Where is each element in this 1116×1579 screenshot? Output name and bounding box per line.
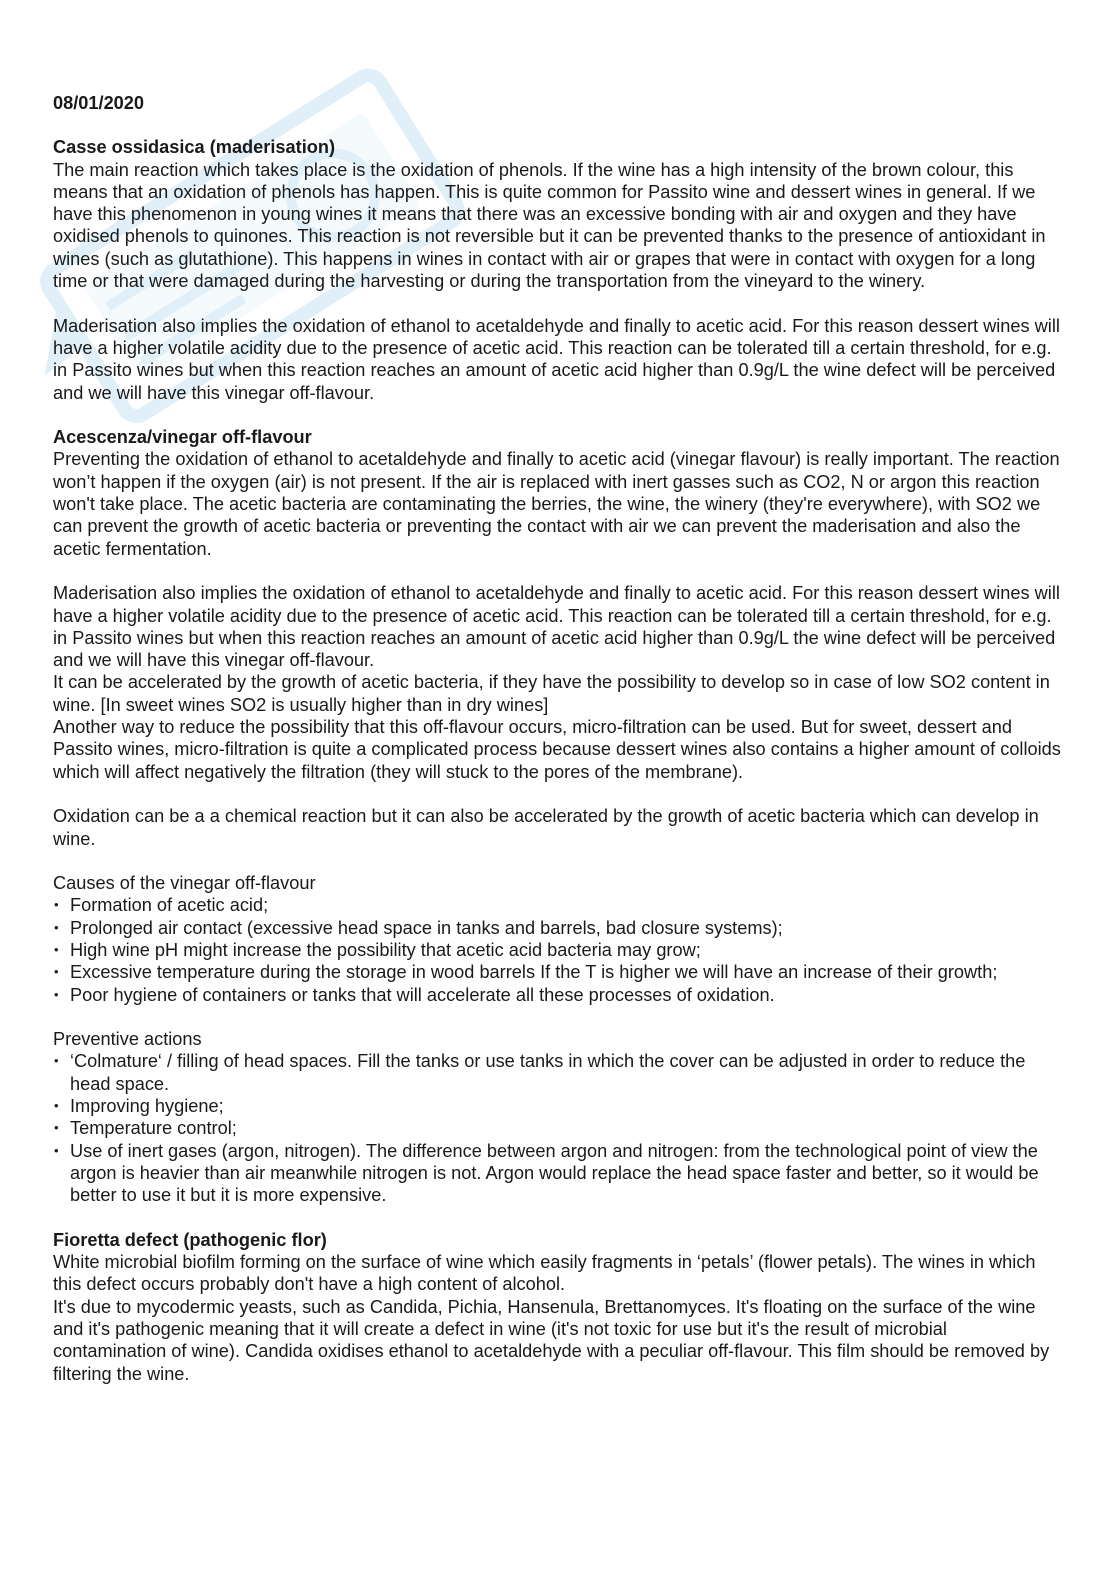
causes-title: Causes of the vinegar off-flavour bbox=[53, 873, 316, 894]
paragraph: Maderisation also implies the oxidation of ethanol to acetaldehyde and finally to acetic acid. For this reason dessert wines will have a higher volatile acidity due to the presence of acetic acid. This reaction can be tolerated till a certain threshold, for e.g. in Passito wines but when this reaction reaches an amount of acetic acid higher than 0.9g/L the wine defect will be perceived and we will have this vinegar off-flavour. bbox=[53, 315, 1060, 403]
list-item: • High wine pH might increase the possibility that acetic acid bacteria may grow; bbox=[53, 939, 1063, 961]
list-item: • Use of inert gases (argon, nitrogen). The difference between argon and nitrogen: from the technological point of view the argon is heavier than air meanwhile nitrogen is not. Argon would replace the head space faster and better, so it would be better to use it but it is more expensive. bbox=[53, 1140, 1063, 1207]
list-item: • Excessive temperature during the storage in wood barrels If the T is higher we will have an increase of their growth; bbox=[53, 961, 1063, 983]
section-heading-casse: Casse ossidasica (maderisation) bbox=[53, 137, 336, 158]
actions-list bbox=[53, 1050, 1063, 1206]
paragraph: Maderisation also implies the oxidation of ethanol to acetaldehyde and finally to acetic acid. For this reason dessert wines will have a higher volatile acidity due to the presence of acetic acid. This reaction can be tolerated till a certain threshold, for e.g. in Passito wines but when this reaction reaches an amount of acetic acid higher than 0.9g/L the wine defect will be perceived and we will have this vinegar off-flavour. bbox=[53, 583, 1060, 671]
list-item: • Formation of acetic acid; bbox=[53, 894, 1063, 916]
list-item: • Temperature control; bbox=[53, 1117, 1063, 1139]
paragraph: Oxidation can be a a chemical reaction but it can also be accelerated by the growth of acetic bacteria which can develop in wine. bbox=[53, 806, 1039, 849]
paragraph: Another way to reduce the possibility that this off-flavour occurs, micro-filtration can be used. But for sweet, dessert and Passito wines, micro-filtration is quite a complicated process because dessert wines also contains a higher amount of colloids which will affect negatively the filtration (they will stuck to the pores of the membrane). bbox=[53, 717, 1061, 782]
paragraph: It can be accelerated by the growth of acetic bacteria, if they have the possibility to develop so in case of low SO2 content in wine. [In sweet wines SO2 is usually higher than in dry wines] bbox=[53, 672, 1050, 715]
section-heading-acescenza: Acescenza/vinegar off-flavour bbox=[53, 427, 312, 448]
list-item: • Poor hygiene of containers or tanks that will accelerate all these processes of oxidation. bbox=[53, 984, 1063, 1006]
list-item: • Prolonged air contact (excessive head space in tanks and barrels, bad closure systems); bbox=[53, 917, 1063, 939]
paragraph: It's due to mycodermic yeasts, such as Candida, Pichia, Hansenula, Brettanomyces. It's floating on the surface of the wine and it's pathogenic meaning that it will create a defect in wine (it's not toxic for use but it's the result of microbial contamination of wine). Candida oxidises ethanol to acetaldehyde with a peculiar off-flavour. This film should be removed by filtering the wine. bbox=[53, 1296, 1050, 1384]
list-item: • ‘Colmature‘ / filling of head spaces. Fill the tanks or use tanks in which the cover can be adjusted in order to reduce the head space. bbox=[53, 1050, 1063, 1095]
document-content bbox=[53, 92, 1063, 1385]
section-heading-fioretta: Fioretta defect (pathogenic flor) bbox=[53, 1229, 327, 1250]
causes-list bbox=[53, 894, 1063, 1005]
document-date: 08/01/2020 bbox=[53, 93, 145, 113]
list-item: • Improving hygiene; bbox=[53, 1095, 1063, 1117]
paragraph: White microbial biofilm forming on the surface of wine which easily fragments in ‘petals’ (flower petals). The wines in which this defect occurs probably don't have a high content of alcohol. bbox=[53, 1252, 1036, 1295]
actions-title: Preventive actions bbox=[53, 1029, 202, 1050]
paragraph: Preventing the oxidation of ethanol to acetaldehyde and finally to acetic acid (vinegar flavour) is really important. The reaction won’t happen if the oxygen (air) is not present. If the air is replaced with inert gasses such as CO2, N or argon this reaction won't take place. The acetic bacteria are contaminating the berries, the wine, the winery (they're everywhere), with SO2 we can prevent the growth of acetic bacteria or preventing the contact with air we can prevent the maderisation and also the acetic fermentation. bbox=[53, 449, 1060, 559]
paragraph: The main reaction which takes place is the oxidation of phenols. If the wine has a high intensity of the brown colour, this means that an oxidation of phenols has happen. This is quite common for Passito wine and dessert wines in general. If we have this phenomenon in young wines it means that there was an excessive bonding with air and oxygen and they have oxidised phenols to quinones. This reaction is not reversible but it can be prevented thanks to the presence of antioxidant in wines (such as glutathione). This happens in wines in contact with air or grapes that were in contact with oxygen for a long time or that were damaged during the harvesting or during the transportation from the vineyard to the winery. bbox=[53, 159, 1046, 292]
